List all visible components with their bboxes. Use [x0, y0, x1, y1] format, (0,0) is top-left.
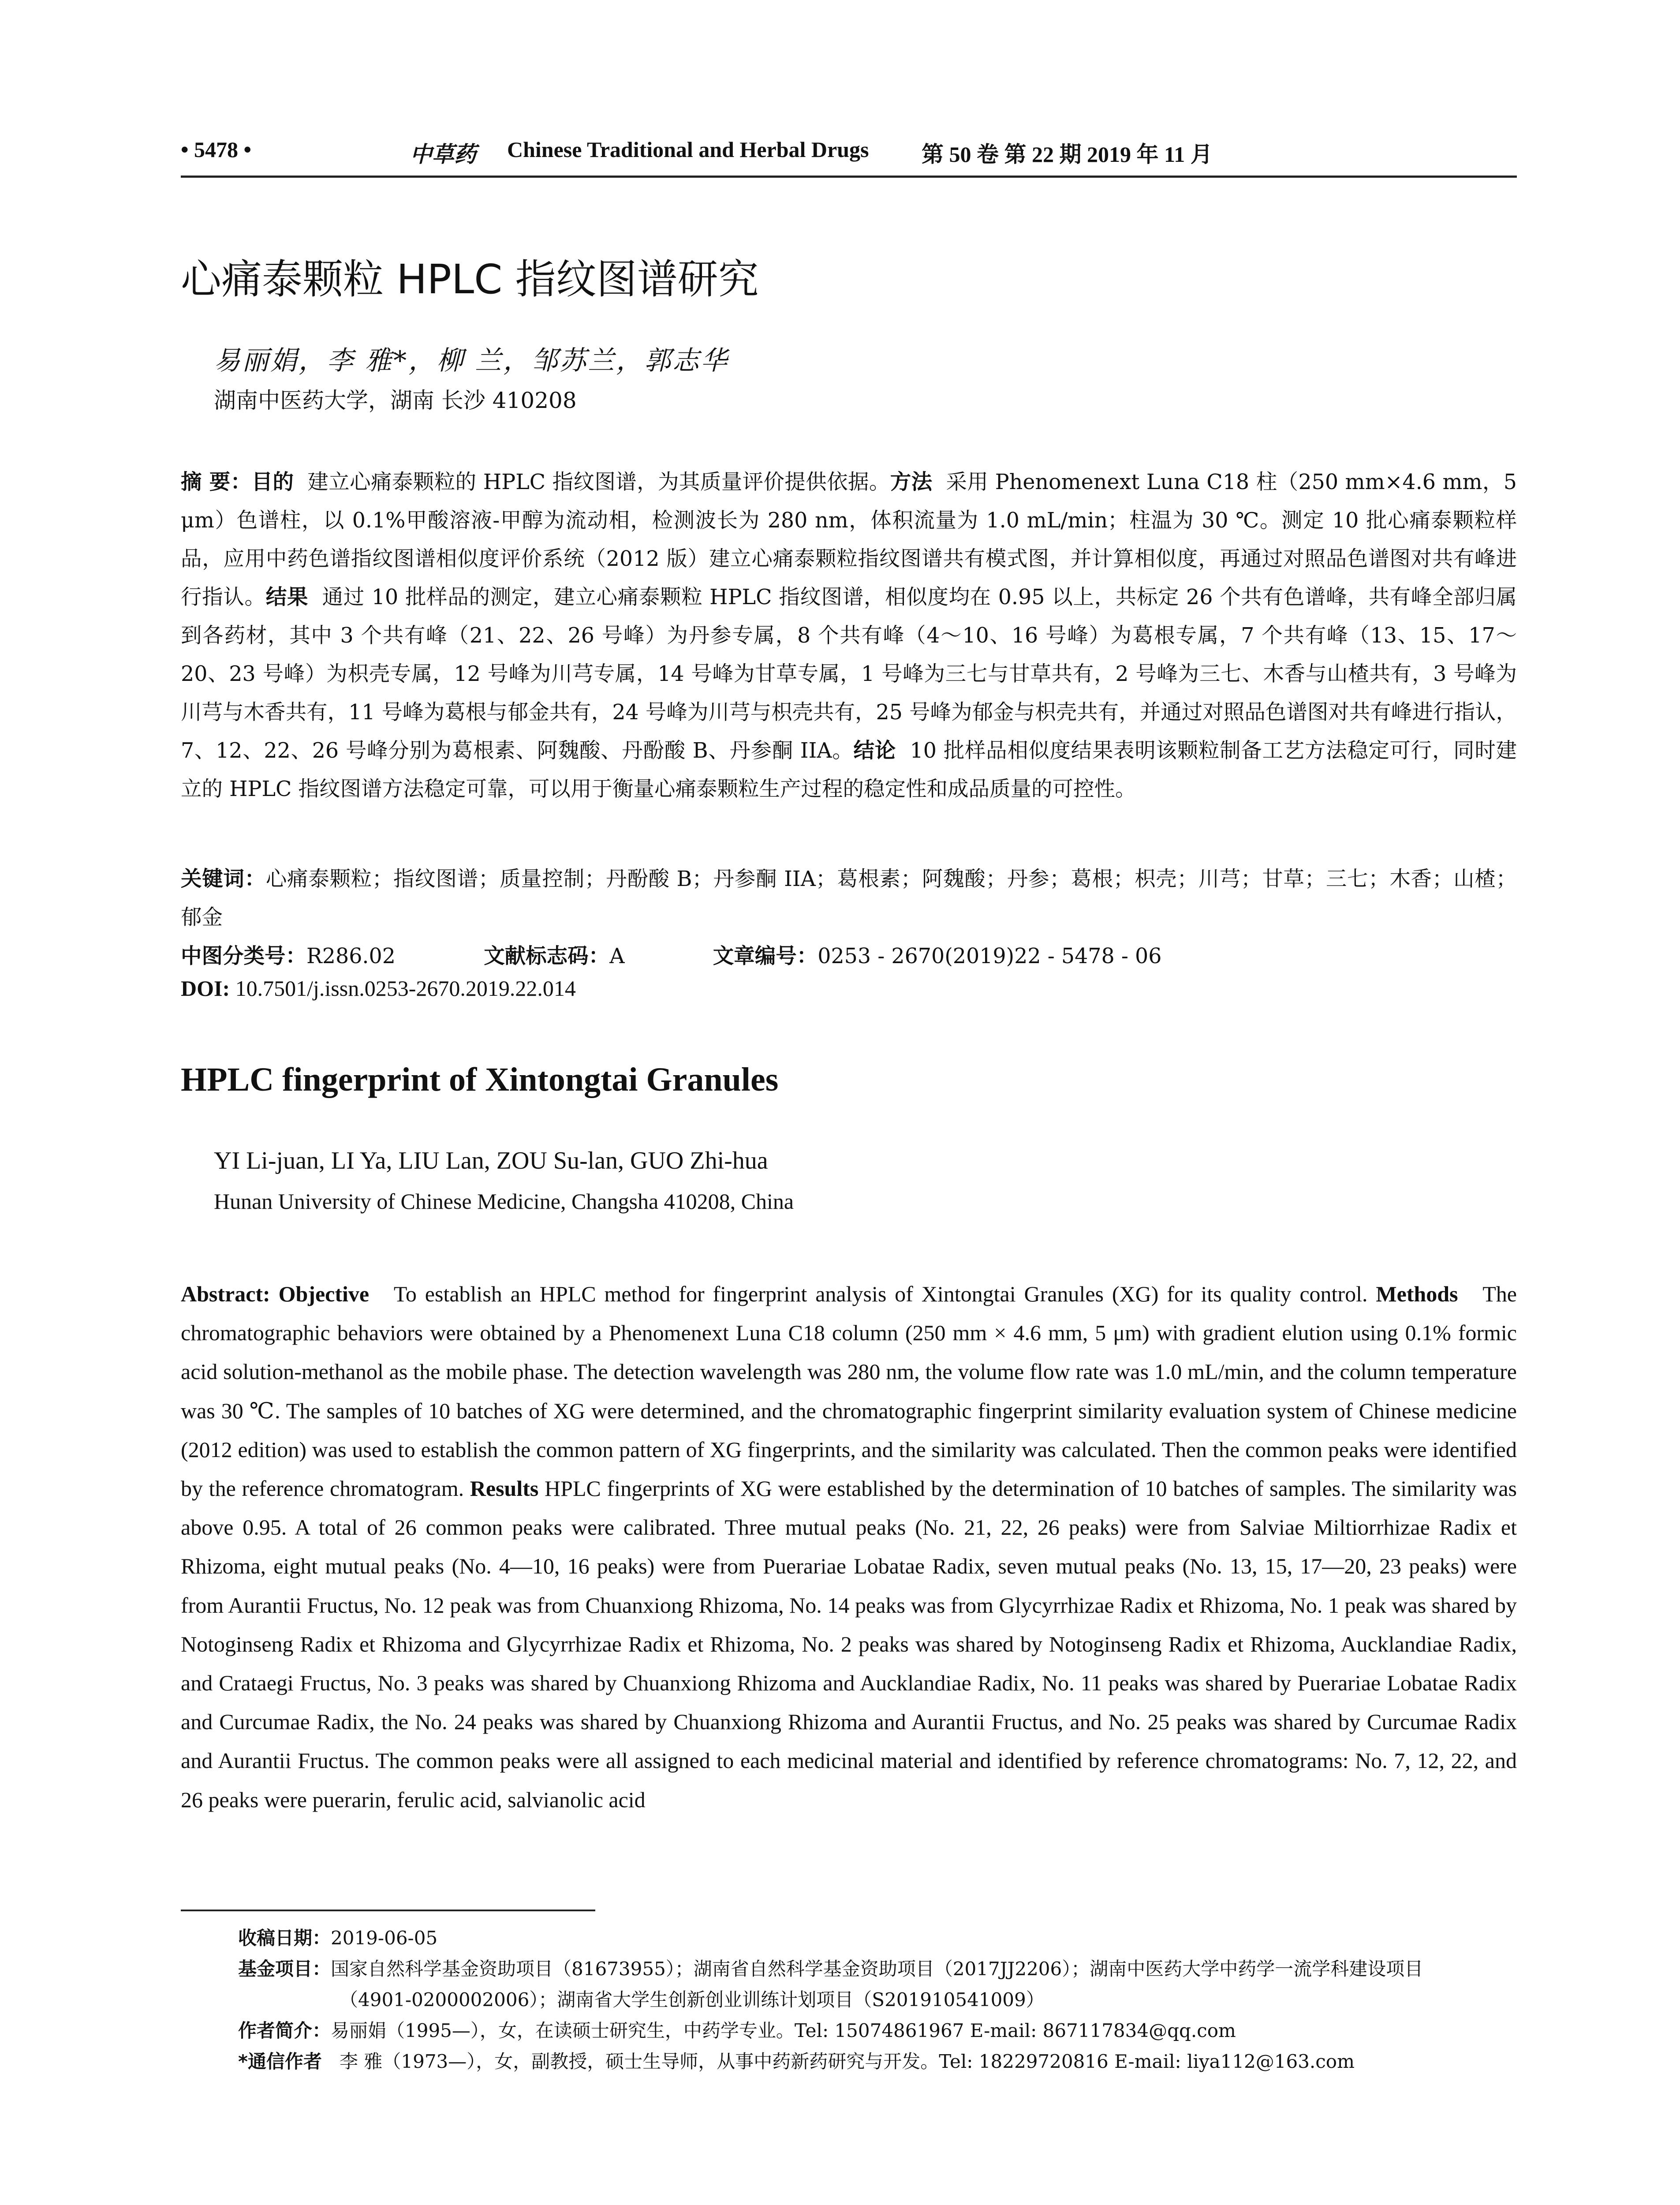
article-no-label: 文章编号： [713, 944, 818, 968]
objective-en-label: Objective [278, 1282, 370, 1306]
bio-label: 作者简介： [238, 2020, 331, 2041]
keywords-label: 关键词： [181, 867, 266, 891]
doi-value[interactable]: 10.7501/j.issn.0253-2670.2019.22.014 [235, 976, 576, 1001]
corr-text: 李 雅（1973—），女，副教授，硕士生导师，从事中药新药研究与开发。Tel: 18229720816 E-mail: liya112@163.com [340, 2051, 1355, 2072]
abstract-en-label: Abstract: [181, 1282, 270, 1306]
keywords-text: 心痛泰颗粒；指纹图谱；质量控制；丹酚酸 B；丹参酮 IIA；葛根素；阿魏酸；丹参；葛根；枳壳；川芎；甘草；三七；木香；山楂；郁金 [181, 867, 1517, 930]
fund-info [238, 1954, 1517, 1984]
clc-label: 中图分类号： [181, 944, 306, 968]
affiliation-en: Hunan University of Chinese Medicine, Changsha 410208, China [214, 1189, 794, 1214]
journal-name-en: Chinese Traditional and Herbal Drugs [507, 137, 869, 162]
journal-name-cn: 中草药 [410, 141, 476, 167]
article-no-value: 0253 - 2670(2019)22 - 5478 - 06 [818, 944, 1162, 968]
results-en-label: Results [470, 1476, 539, 1501]
methods-label: 方法 [890, 470, 933, 494]
methods-text: 采用 Phenomenext Luna C18 柱（250 mm×4.6 mm，5 μm）色谱柱，以 0.1%甲酸溶液-甲醇为流动相，检测波长为 280 nm，体积流量为 1.0 mL/min；柱温为 30 ℃。测定 10 批心痛泰颗粒样品，应用中药色谱指纹图谱相似度评价系统（2012 版）建立心痛泰颗粒指纹图谱共有模式图，并计算相似度，再通过对照品色谱图对共有峰进行指认。 [181, 470, 1517, 609]
conclusion-label: 结论 [853, 739, 896, 763]
authors-cn: 易丽娟，李 雅*，柳 兰，邹苏兰，郭志华 [214, 345, 729, 376]
corresponding-author [238, 2046, 1517, 2077]
results-text: 通过 10 批样品的测定，建立心痛泰颗粒 HPLC 指纹图谱，相似度均在 0.95 以上，共标定 26 个共有色谱峰，共有峰全部归属到各药材，其中 3 个共有峰（21、22、26 号峰）为丹参专属，8 个共有峰（4～10、16 号峰）为葛根专属，7 个共有峰（13、15、17～20、23 号峰）为枳壳专属，12 号峰为川芎专属，14 号峰为甘草专属，1 号峰为三七与甘草共有，2 号峰为三七、木香与山楂共有，3 号峰为川芎与木香共有，11 号峰为葛根与郁金共有，24 号峰为川芎与枳壳共有，25 号峰为郁金与枳壳共有，并通过对照品色谱图对共有峰进行指认，7、12、22、26 号峰分别为葛根素、阿魏酸、丹酚酸 B、丹参酮 IIA。 [181, 585, 1517, 763]
results-label: 结果 [265, 585, 309, 609]
methods-en-text: The chromatographic behaviors were obtained by a Phenomenext Luna C18 column (250 mm × 4.6 mm, 5 μm) with gradient elution using 0.1% formic acid solution-methanol as the mobile phase. The detection wavelength was 280 nm, the volume flow rate was 1.0 mL/min, and the column temperature was 30 ℃. The samples of 10 batches of XG were determined, and the chromatographic fingerprint similarity evaluation system of Chinese medicine (2012 edition) was used to establish the common pattern of XG fingerprints, and the similarity was calculated. Then the common peaks were identified by the reference chromatogram. [181, 1282, 1517, 1501]
doc-code-value: A [609, 944, 625, 968]
clc-value: R286.02 [306, 944, 396, 968]
received-label: 收稿日期： [238, 1927, 331, 1949]
fund-info-cont: （4901-0200002006）；湖南省大学生创新创业训练计划项目（S201910541009） [340, 1989, 1045, 2011]
objective-label: 目的 [251, 470, 294, 494]
keywords-cn [181, 860, 1517, 937]
issue-info: 第 50 卷 第 22 期 2019 年 11 月 [922, 142, 1213, 167]
doi-label: DOI: [181, 976, 230, 1001]
authors-en: YI Li-juan, LI Ya, LIU Lan, ZOU Su-lan, GUO Zhi-hua [214, 1147, 768, 1174]
fund-label: 基金项目： [238, 1958, 331, 1980]
received-value: 2019-06-05 [331, 1927, 438, 1949]
doc-code-label: 文献标志码： [484, 944, 610, 968]
classification-line [181, 937, 1517, 975]
bio-text: 易丽娟（1995—），女，在读硕士研究生，中药学专业。Tel: 15074861967 E-mail: 867117834@qq.com [331, 2020, 1236, 2041]
title-en: HPLC fingerprint of Xintongtai Granules [181, 1061, 779, 1098]
conclusion-text: 10 批样品相似度结果表明该颗粒制备工艺方法稳定可行，同时建立的 HPLC 指纹图谱方法稳定可靠，可以用于衡量心痛泰颗粒生产过程的稳定性和成品质量的可控性。 [181, 739, 1517, 801]
corr-label: *通信作者 [238, 2051, 322, 2072]
objective-text: 建立心痛泰颗粒的 HPLC 指纹图谱，为其质量评价提供依据。 [307, 470, 890, 494]
results-en-text: HPLC fingerprints of XG were established by the determination of 10 batches of samples. The similarity was above 0.95. A total of 26 common peaks were calibrated. Three mutual peaks (No. 21, 22, 26 peaks) were from Salviae Miltiorrhizae Radix et Rhizoma, eight mutual peaks (No. 4—10, 16 peaks) were from Puerariae Lobatae Radix, seven mutual peaks (No. 13, 15, 17—20, 23 peaks) were from Aurantii Fructus, No. 12 peak was from Chuanxiong Rhizoma, No. 14 peaks was from Glycyrrhizae Radix et Rhizoma, No. 1 peak was shared by Notoginseng Radix et Rhizoma and Glycyrrhizae Radix et Rhizoma, No. 2 peaks was shared by Notoginseng Radix et Rhizoma, Aucklandiae Radix, and Crataegi Fructus, No. 3 peaks was shared by Chuanxiong Rhizoma and Aucklandiae Radix, No. 11 peaks was shared by Puerariae Lobatae Radix and Curcumae Radix, the No. 24 peaks was shared by Chuanxiong Rhizoma and Aurantii Fructus, and No. 25 peaks was shared by Curcumae Radix and Aurantii Fructus. The common peaks were all assigned to each medicinal material and identified by reference chromatograms: No. 7, 12, 22, and 26 peaks were puerarin, ferulic acid, salvianolic acid [181, 1476, 1517, 1812]
doi-line [181, 975, 576, 1001]
page-number: • 5478 • [181, 137, 252, 162]
objective-en-text: To establish an HPLC method for fingerprint analysis of Xintongtai Granules (XG) for its quality control. [393, 1282, 1368, 1306]
fund-text: 国家自然科学基金资助项目（81673955）；湖南省自然科学基金资助项目（2017JJ2206）；湖南中医药大学中药学一流学科建设项目 [331, 1958, 1423, 1980]
affiliation-cn: 湖南中医药大学，湖南 长沙 410208 [214, 388, 577, 413]
received-date [238, 1923, 1517, 1954]
abstract-cn [181, 463, 1517, 808]
header-rule [181, 176, 1517, 178]
author-bio [238, 2015, 1517, 2046]
abstract-en [181, 1274, 1517, 1819]
abstract-label: 摘 要： [181, 470, 252, 494]
footnote-rule [181, 1910, 595, 1911]
methods-en-label: Methods [1376, 1282, 1458, 1306]
title-cn: 心痛泰颗粒 HPLC 指纹图谱研究 [181, 256, 759, 303]
